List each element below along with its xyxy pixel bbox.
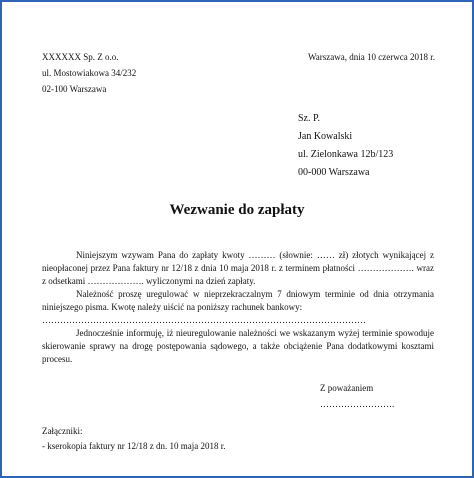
recipient-city: 00-000 Warszawa <box>298 167 370 178</box>
sender-company: XXXXXX Sp. Z o.o. <box>42 52 119 62</box>
sender-street: ul. Mostowiakowa 34/232 <box>42 68 137 78</box>
letter-title: Wezwanie do zapłaty <box>169 202 305 218</box>
recipient-name: Jan Kowalski <box>298 131 353 142</box>
closing-phrase: Z poważaniem <box>320 383 374 393</box>
attachment-item: - kserokopia faktury nr 12/18 z dn. 10 maja 2018 r. <box>42 441 226 451</box>
paragraph-legal-consequence: Jednocześnie informuję, iż nieuregulowanie należności we wskazanym wyżej terminie spowoduje skierowanie sprawy na drogę postępowania sądowego, a także obciążenie Pana dodatkowymi kosztami procesu. <box>42 328 434 364</box>
sender-city: 02-100 Warszawa <box>42 84 107 94</box>
bank-account-line: ……………………………………………………………………………………………… <box>42 315 366 325</box>
recipient-street: ul. Zielonkawa 12b/123 <box>298 149 394 160</box>
paragraph-deadline: Należność proszę uregulować w nieprzekraczalnym 7 dniowym terminie od dnia otrzymania niniejszego pisma. Kwotę należy uiścić na poniższy rachunek bankowy: <box>42 289 434 312</box>
letter-body <box>42 249 434 366</box>
signature-line: ……………………. <box>320 399 395 409</box>
place-date: Warszawa, dnia 10 czerwca 2018 r. <box>308 52 435 62</box>
recipient-salutation: Sz. P. <box>298 113 320 124</box>
paragraph-payment-demand: Niniejszym wzywam Pana do zapłaty kwoty ……… (słownie: …… zł) złotych wynikającej z nieopłaconej przez Pana faktury nr 12/18 z dnia 10 maja 2018 r. z terminem płatności ………………. wraz z odsetkami ………………. wyliczonymi na dzień zapłaty. <box>42 250 434 286</box>
attachments-label: Załączniki: <box>42 426 83 436</box>
